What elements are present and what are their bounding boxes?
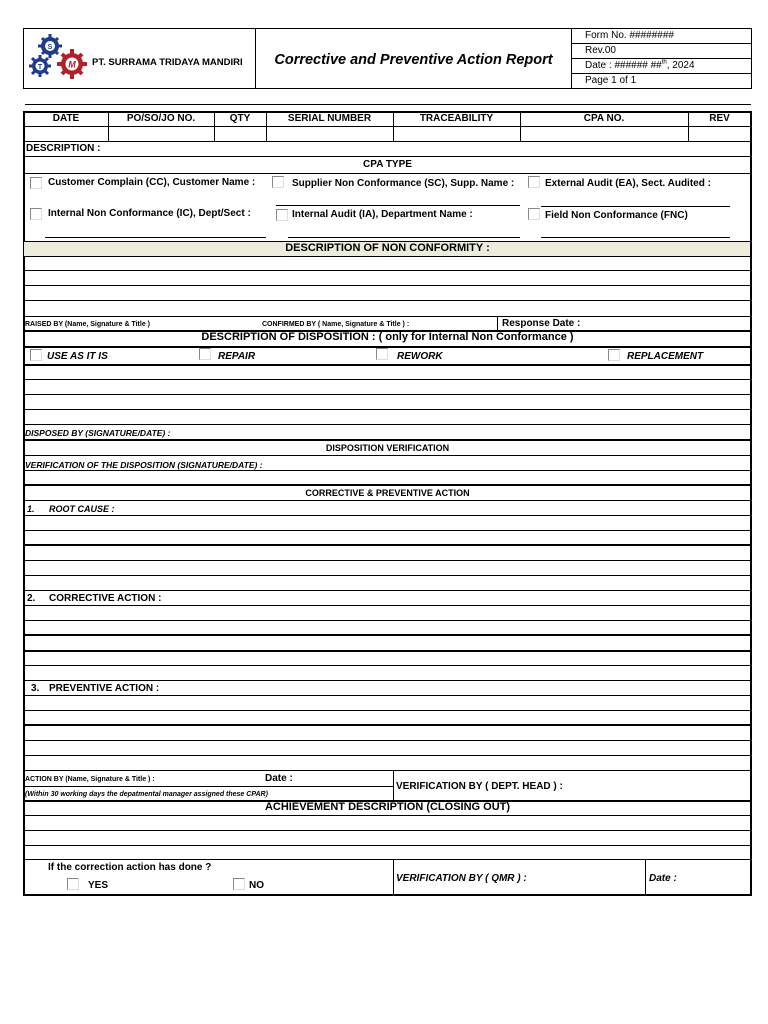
sect-audited-line[interactable] bbox=[541, 206, 730, 207]
response-date-label: Response Date : bbox=[502, 318, 581, 329]
disposition-verification-title: DISPOSITION VERIFICATION bbox=[325, 443, 450, 453]
qty-input[interactable] bbox=[215, 127, 265, 141]
verification-input[interactable] bbox=[25, 470, 750, 484]
preventive-action-text-area[interactable] bbox=[25, 696, 750, 770]
field-nonconformance-checkbox[interactable] bbox=[528, 208, 540, 220]
po-number-input[interactable] bbox=[109, 127, 213, 141]
company-name: PT. SURRAMA TRIDAYA MANDIRI bbox=[92, 57, 243, 68]
rev-input[interactable] bbox=[689, 127, 750, 141]
field-nonconformance-label: Field Non Conformance (FNC) bbox=[545, 210, 688, 221]
col-header-qty: QTY bbox=[229, 113, 251, 124]
rework-checkbox[interactable] bbox=[376, 348, 388, 360]
qmr-date-label: Date : bbox=[649, 873, 677, 884]
preventive-action-number: 3. bbox=[31, 683, 40, 694]
non-conformity-title: DESCRIPTION OF NON CONFORMITY : bbox=[285, 242, 490, 254]
closing-out-title: ACHIEVEMENT DESCRIPTION (CLOSING OUT) bbox=[264, 801, 511, 813]
disposition-title: DESCRIPTION OF DISPOSITION : ( only for Internal Non Conformance ) bbox=[201, 331, 574, 343]
verification-qmr-label: VERIFICATION BY ( QMR ) : bbox=[396, 873, 527, 884]
dept-sect-line[interactable] bbox=[45, 237, 266, 238]
root-cause-text-area[interactable] bbox=[25, 516, 750, 590]
no-label: NO bbox=[249, 880, 264, 891]
confirmed-by-label: CONFIRMED BY ( Name, Signature & Title ) : bbox=[262, 321, 410, 328]
replacement-checkbox[interactable] bbox=[608, 349, 620, 361]
logo-letter: S bbox=[47, 44, 53, 51]
company-logo bbox=[28, 34, 92, 80]
disposed-by-label: DISPOSED BY (SIGNATURE/DATE) : bbox=[25, 428, 171, 438]
page-number: Page 1 of 1 bbox=[585, 75, 637, 86]
revision-number: Rev.00 bbox=[585, 45, 616, 56]
supplier-nonconformance-label: Supplier Non Conformance (SC), Supp. Name : bbox=[292, 178, 515, 189]
disposition-text-area[interactable] bbox=[25, 366, 750, 424]
col-header-rev: REV bbox=[709, 113, 730, 124]
description-label: DESCRIPTION : bbox=[26, 143, 101, 154]
serial-number-input[interactable] bbox=[267, 127, 392, 141]
form-date-suffix-sup: th bbox=[661, 59, 667, 66]
supplier-nonconformance-checkbox[interactable] bbox=[272, 176, 284, 188]
correction-done-question: If the correction action has done ? bbox=[48, 862, 212, 873]
traceability-input[interactable] bbox=[394, 127, 519, 141]
cpa-number-input[interactable] bbox=[521, 127, 687, 141]
action-by-date-label: Date : bbox=[265, 773, 293, 784]
preventive-action-label: PREVENTIVE ACTION : bbox=[49, 683, 160, 694]
verification-of-disposition-label: VERIFICATION OF THE DISPOSITION (SIGNATURE/DATE) : bbox=[25, 460, 263, 470]
root-cause-number: 1. bbox=[27, 504, 35, 514]
cpa-type-title: CPA TYPE bbox=[363, 159, 412, 170]
rework-label: REWORK bbox=[397, 351, 443, 362]
internal-nonconformance-checkbox[interactable] bbox=[30, 208, 42, 220]
department-name-line[interactable] bbox=[288, 237, 520, 238]
customer-complain-label: Customer Complain (CC), Customer Name : bbox=[48, 177, 256, 188]
col-header-serial-number: SERIAL NUMBER bbox=[287, 113, 372, 124]
repair-checkbox[interactable] bbox=[199, 348, 211, 360]
logo-letter: T bbox=[37, 64, 43, 71]
form-date-year: , 2024 bbox=[666, 60, 695, 71]
internal-audit-checkbox[interactable] bbox=[276, 209, 288, 221]
customer-complain-checkbox[interactable] bbox=[30, 177, 42, 189]
external-audit-checkbox[interactable] bbox=[528, 176, 540, 188]
corrective-action-number: 2. bbox=[27, 593, 36, 604]
form-date bbox=[585, 60, 695, 72]
root-cause-label: ROOT CAUSE : bbox=[49, 504, 115, 514]
repair-label: REPAIR bbox=[218, 351, 256, 362]
non-conformity-text-area[interactable] bbox=[25, 257, 750, 315]
form-date-prefix: Date : ###### ## bbox=[585, 60, 662, 71]
fnc-line[interactable] bbox=[541, 237, 730, 238]
cpa-title: CORRECTIVE & PREVENTIVE ACTION bbox=[305, 488, 470, 498]
corrective-action-label: CORRECTIVE ACTION : bbox=[49, 593, 162, 604]
use-as-is-checkbox[interactable] bbox=[30, 349, 42, 361]
yes-checkbox[interactable] bbox=[67, 878, 79, 890]
col-header-po-number: PO/SO/JO NO. bbox=[126, 113, 196, 124]
within-30-days-note: (Within 30 working days the depatmental manager assigned these CPAR) bbox=[25, 791, 268, 798]
col-header-traceability: TRACEABILITY bbox=[419, 113, 494, 124]
logo-letter: M bbox=[68, 59, 76, 70]
use-as-is-label: USE AS IT IS bbox=[47, 351, 108, 362]
internal-audit-label: Internal Audit (IA), Department Name : bbox=[292, 209, 473, 220]
no-checkbox[interactable] bbox=[233, 878, 245, 890]
replacement-label: REPLACEMENT bbox=[627, 351, 704, 362]
yes-label: YES bbox=[88, 880, 109, 891]
internal-nonconformance-label: Internal Non Conformance (IC), Dept/Sect : bbox=[48, 208, 251, 219]
external-audit-label: External Audit (EA), Sect. Audited : bbox=[545, 178, 711, 189]
corrective-action-text-area[interactable] bbox=[25, 606, 750, 680]
col-header-cpa-number: CPA NO. bbox=[583, 113, 625, 124]
form-number: Form No. ######## bbox=[585, 30, 674, 41]
date-input[interactable] bbox=[25, 127, 107, 141]
col-header-date: DATE bbox=[52, 113, 80, 124]
page-title: Corrective and Preventive Action Report bbox=[274, 52, 553, 68]
verification-dept-head-label: VERIFICATION BY ( DEPT. HEAD ) : bbox=[396, 781, 563, 792]
action-by-label: ACTION BY (Name, Signature & Title ) : bbox=[25, 776, 155, 783]
description-input[interactable] bbox=[100, 142, 750, 156]
raised-by-label: RAISED BY (Name, Signature & Title ) bbox=[25, 321, 150, 328]
divider bbox=[25, 104, 751, 105]
achievement-text-area[interactable] bbox=[25, 816, 750, 859]
supplier-name-line[interactable] bbox=[276, 205, 520, 206]
